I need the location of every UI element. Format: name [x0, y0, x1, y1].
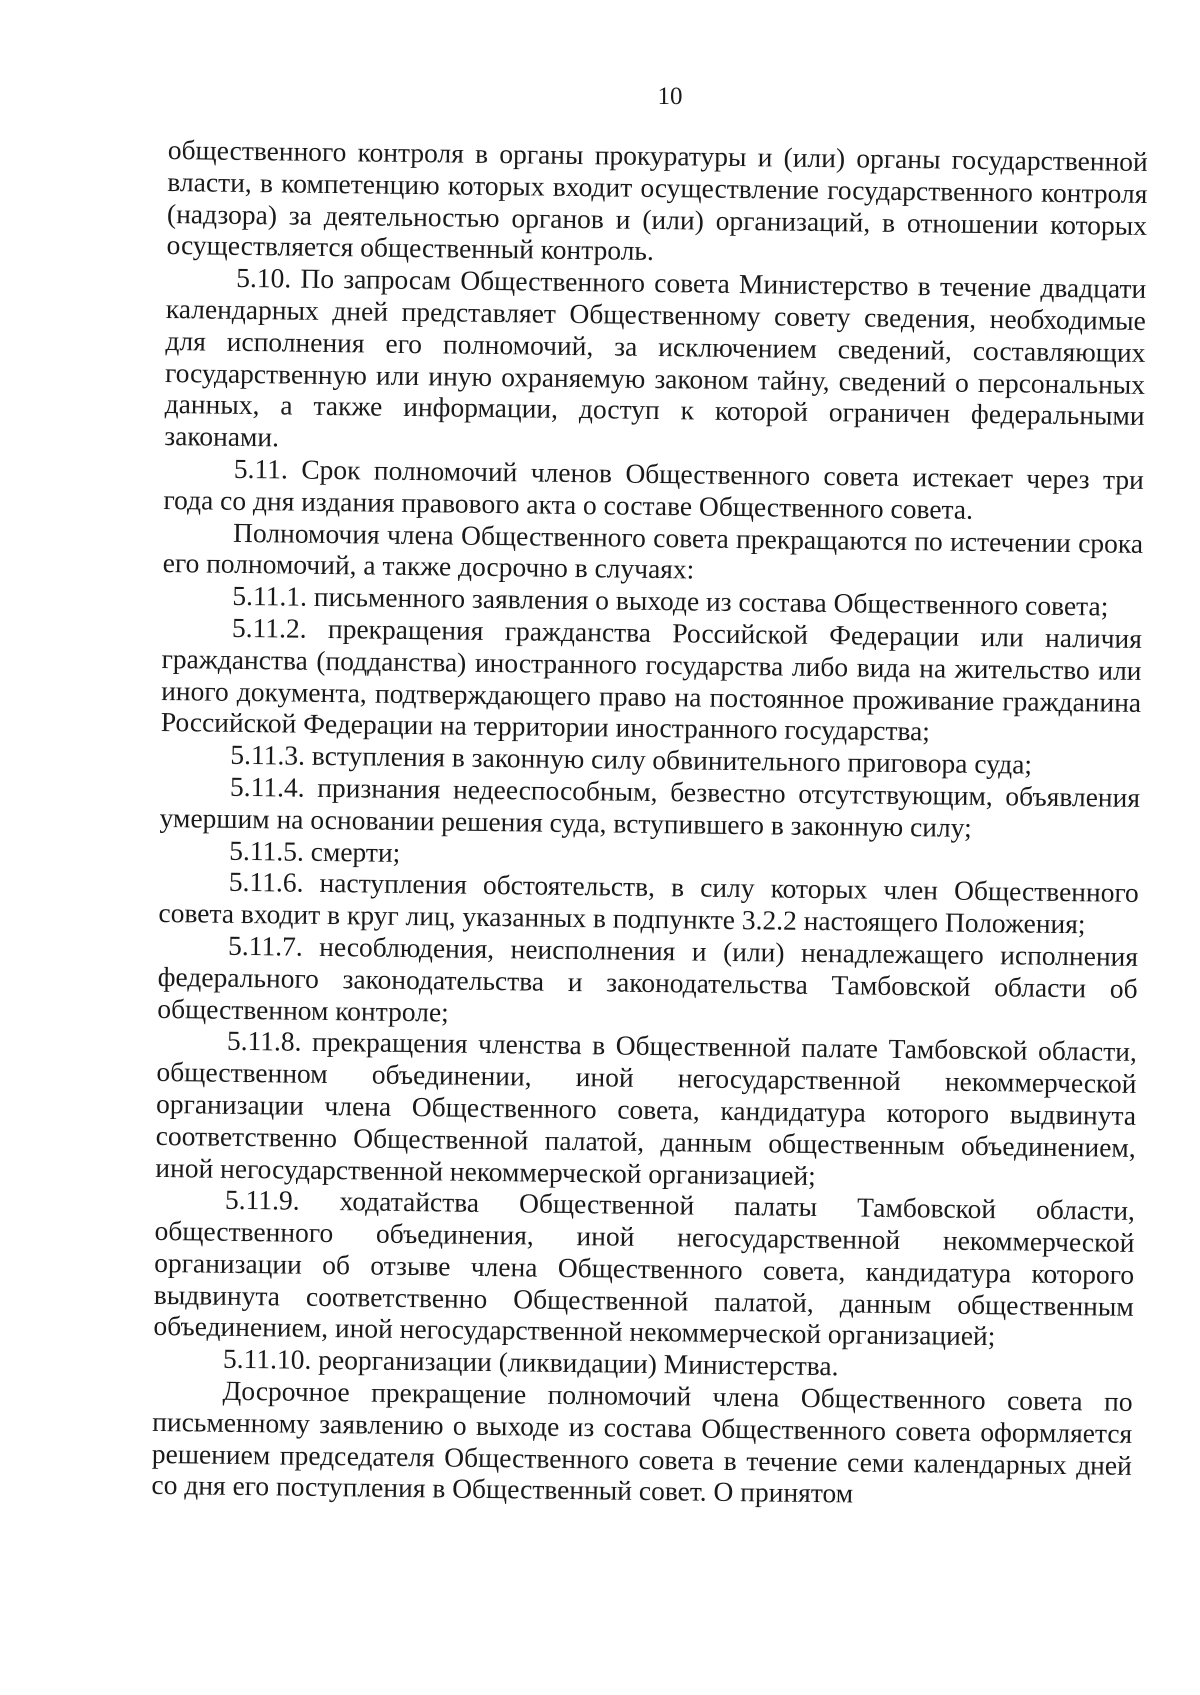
paragraph: 5.11.9. ходатайства Общественной палаты Тамбовской области, общественного объединения, иной негосударственной некоммерческой организации об отзыве члена Общественного совета, кандидатура которого выдвинута соответственно Общественной палатой, данным общественным объединением, иной негосударственной некоммерческой организацией;: [153, 1184, 1136, 1352]
page-number: 10: [657, 83, 683, 110]
paragraph: Досрочное прекращение полномочий члена Общественного совета по письменному заявлению о выходе из состава Общественного совета оформляется решением председателя Общественного совета в течение семи календарных дней со дня его поступления в Общественный совет. О принятом: [151, 1374, 1133, 1509]
paragraph: 5.11.7. несоблюдения, неисполнения и (или) ненадлежащего исполнения федерального законодательства и законодательства Тамбовской области об общественном контроле;: [157, 929, 1139, 1028]
paragraph: 5.11.5. смерти;: [229, 834, 401, 868]
paragraph: 5.11.3. вступления в законную силу обвинительного приговора суда;: [230, 738, 1033, 780]
paragraph: Полномочия члена Общественного совета прекращаются по истечении срока его полномочий, а также досрочно в случаях:: [162, 516, 1144, 585]
paragraph: 5.10. По запросам Общественного совета Министерство в течение двадцати календарных дней представляет Общественному совету сведения, необходимые для исполнения его полномочий, за исключением сведений, составляющих государственную или иную охраняемую законом тайну, сведений о персональных данных, а также информации, доступ к которой ограничен федеральными законами.: [164, 262, 1147, 453]
paragraph: 5.11.4. признания недееспособным, безвестно отсутствующим, объявления умершим на основании решения суда, вступившего в законную силу;: [159, 770, 1141, 843]
paragraph: 5.11.8. прекращения членства в Общественной палате Тамбовской области, общественном объединении, иной негосударственной некоммерческой организации члена Общественного совета, кандидатура которого выдвинута соответственно Общественной палатой, данным общественным объединением, иной негосударственной некоммерческой организацией;: [155, 1025, 1138, 1191]
paragraph: 5.11.2. прекращения гражданства Российской Федерации или наличия гражданства (подданства) иностранного государства либо вида на жительство или иного документа, подтверждающего право на постоянное проживание гражданина Российской Федерации на территории иностранного государства;: [160, 611, 1143, 747]
paragraph: 5.11. Срок полномочий членов Общественного совета истекает через три года со дня издания правового акта о составе Общественного совета.: [163, 452, 1145, 525]
paragraph: 5.11.1. письменного заявления о выходе из состава Общественного совета;: [232, 579, 1109, 622]
document-body: [151, 134, 1148, 1513]
paragraph: общественного контроля в органы прокуратуры и (или) органы государственной власти, в компетенцию которых входит осуществление государственного контроля (надзора) за деятельностью органов и (или) организаций, в отношении которых осуществляется общественный контроль.: [166, 134, 1148, 267]
paragraph: 5.11.6. наступления обстоятельств, в силу которых член Общественного совета входит в круг лиц, указанных в подпункте 3.2.2 настоящего Положения;: [158, 866, 1139, 940]
paragraph: 5.11.10. реорганизации (ликвидации) Министерства.: [222, 1343, 839, 1382]
